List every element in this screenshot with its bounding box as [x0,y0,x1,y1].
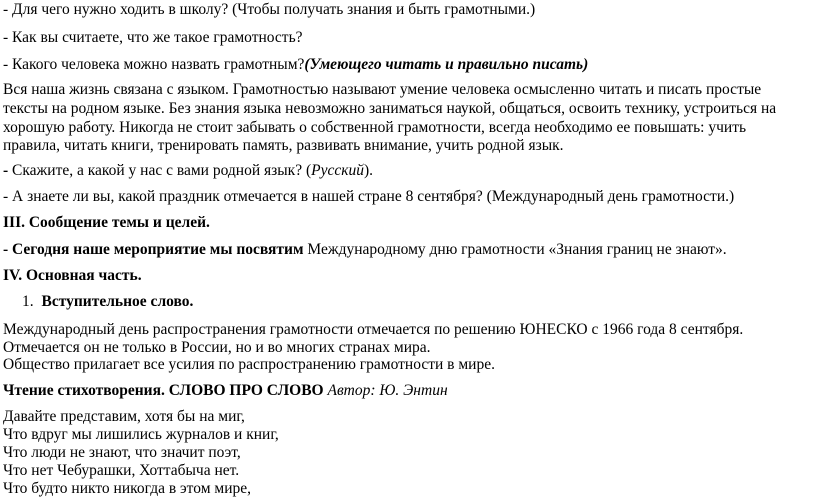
section-heading-3: III. Сообщение темы и целей. [3,214,210,231]
question-answer: Русский [311,162,364,179]
question-line-2: - Как вы считаете, что же такое грамотность? [3,29,303,46]
question-line-5: - А знаете ли вы, какой праздник отмечается в нашей стране 8 сентября? (Международный день грамотности.) [3,188,735,205]
paragraph-line: хорошую работу. Никогда не стоит забывать о собственной грамотности, всегда необходимо ее повышать: учить [3,119,747,136]
poem-line: Давайте представим, хотя бы на миг, [3,408,245,425]
poem-line: Что нет Чебурашки, Хоттабыча нет. [3,462,240,479]
poem-heading-title: Чтение стихотворения. СЛОВО ПРО СЛОВО [3,382,324,399]
question-text: Скажите, а какой у нас с вами родной язык? ( [8,162,312,179]
list-text: Вступительное слово. [41,293,194,310]
topic-line [3,240,727,259]
section-heading-4: IV. Основная часть. [3,267,142,284]
topic-lead: - Сегодня наше мероприятие мы посвятим [3,241,304,258]
question-line-4 [3,161,373,180]
list-number: 1. [22,293,34,310]
dash: - [3,162,9,179]
poem-author: Автор: Ю. Энтин [327,382,448,399]
question-text: - Какого человека можно назвать грамотным? [3,56,305,73]
list-item [22,292,193,311]
topic-text: Международному дню грамотности «Знания границ не знают». [303,241,727,258]
poem-line: Что вдруг мы лишились журналов и книг, [3,426,279,443]
question-close: ). [363,162,374,179]
poem-heading [3,381,448,400]
paragraph-line: правила, читать книги, тренировать память, развивать внимание, учить родной язык. [3,137,564,154]
intro-line: Международный день распространения грамотности отмечается по решению ЮНЕСКО с 1966 года 8 сентября. [3,321,744,338]
question-line-1: - Для чего нужно ходить в школу? (Чтобы получать знания и быть грамотными.) [3,1,536,18]
paragraph-line: тексты на родном языке. Без знания языка невозможно заниматься наукой, общаться, освоить технику, устроиться на [3,100,777,117]
question-answer: (Умеющего читать и правильно писать) [304,56,589,73]
paragraph-line: Вся наша жизнь связана с языком. Грамотностью называют умение человека осмысленно читать и писать простые [3,81,762,98]
intro-line: Общество прилагает все усилия по распространению грамотности в мире. [3,356,495,373]
intro-line: Отмечается он не только в России, но и во многих странах мира. [3,339,431,356]
question-line-3 [3,55,588,74]
poem-line: Что люди не знают, что значит поэт, [3,444,241,461]
poem-line: Что будто никто никогда в этом мире, [3,480,251,497]
